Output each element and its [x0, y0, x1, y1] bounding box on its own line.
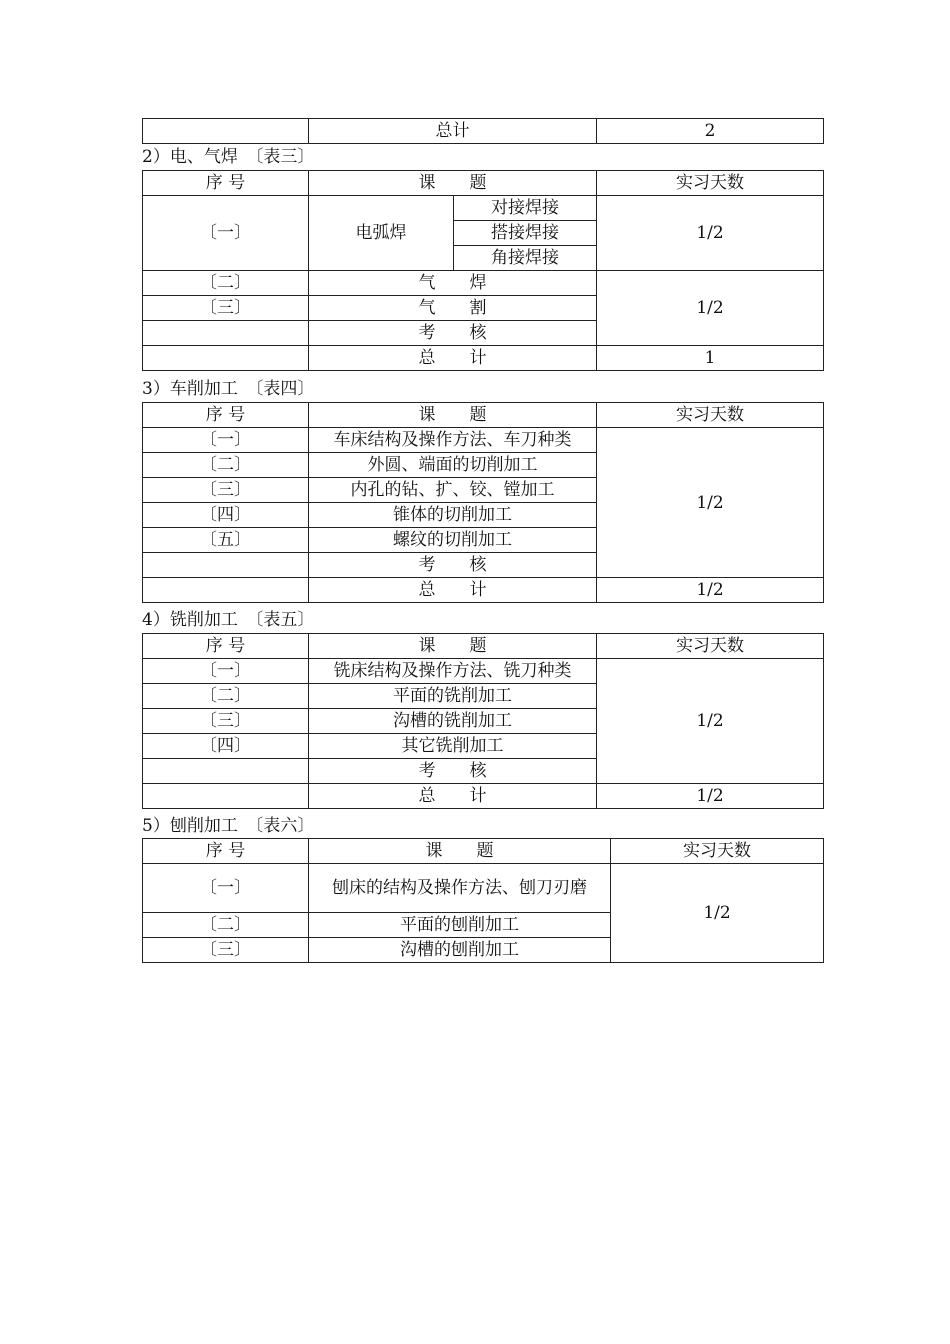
total-label: 总计 [309, 119, 597, 144]
row-topic: 外圆、端面的切削加工 [309, 453, 597, 478]
row-topic: 考 核 [309, 759, 597, 784]
total-label: 总 计 [309, 578, 597, 603]
row-no: 〔三〕 [143, 938, 309, 963]
row-topic: 考 核 [309, 321, 597, 346]
row-topic: 气 割 [309, 296, 597, 321]
row-no: 〔四〕 [143, 734, 309, 759]
row-no: 〔二〕 [143, 684, 309, 709]
row-no: 〔二〕 [143, 271, 309, 296]
sub-topic: 搭接焊接 [454, 221, 597, 246]
header-no: 序 号 [143, 839, 309, 864]
table-header-row [143, 171, 824, 196]
row-topic: 其它铣削加工 [309, 734, 597, 759]
row-no: 〔二〕 [143, 913, 309, 938]
table-row [143, 864, 824, 913]
table-row [143, 119, 824, 144]
row-no: 〔一〕 [143, 864, 309, 913]
table-row [143, 659, 824, 684]
cell-empty [143, 578, 309, 603]
header-days: 实习天数 [597, 634, 824, 659]
row-no: 〔四〕 [143, 503, 309, 528]
table-header-row [143, 634, 824, 659]
group-label: 电弧焊 [309, 196, 454, 271]
header-topic: 课 题 [309, 403, 597, 428]
row-topic: 沟槽的刨削加工 [309, 938, 611, 963]
row-days: 1/2 [597, 196, 824, 271]
header-days: 实习天数 [597, 171, 824, 196]
table-header-row [143, 403, 824, 428]
table-header-row [143, 839, 824, 864]
cell-empty [143, 321, 309, 346]
header-topic: 课 题 [309, 171, 597, 196]
row-topic: 考 核 [309, 553, 597, 578]
row-no: 〔三〕 [143, 296, 309, 321]
table-row [143, 271, 824, 296]
caption-table-4: 3）车削加工 〔表四〕 [142, 379, 315, 399]
row-topic: 铣床结构及操作方法、铣刀种类 [309, 659, 597, 684]
total-days: 1 [597, 346, 824, 371]
row-no: 〔一〕 [143, 196, 309, 271]
header-no: 序 号 [143, 634, 309, 659]
row-topic: 气 焊 [309, 271, 597, 296]
row-days: 1/2 [597, 428, 824, 578]
table-row [143, 346, 824, 371]
cell-empty [143, 119, 309, 144]
header-topic: 课 题 [309, 839, 611, 864]
row-no: 〔二〕 [143, 453, 309, 478]
row-no: 〔三〕 [143, 478, 309, 503]
row-no: 〔五〕 [143, 528, 309, 553]
header-no: 序 号 [143, 403, 309, 428]
sub-topic: 对接焊接 [454, 196, 597, 221]
header-no: 序 号 [143, 171, 309, 196]
total-days: 1/2 [597, 578, 824, 603]
row-topic: 内孔的钻、扩、铰、镗加工 [309, 478, 597, 503]
cell-empty [143, 553, 309, 578]
table-row [143, 428, 824, 453]
row-topic: 刨床的结构及操作方法、刨刀刃磨 [309, 864, 611, 913]
row-no: 〔一〕 [143, 428, 309, 453]
total-days: 1/2 [597, 784, 824, 809]
table-4 [142, 402, 824, 603]
header-days: 实习天数 [611, 839, 824, 864]
row-days: 1/2 [597, 271, 824, 346]
caption-table-3: 2）电、气焊 〔表三〕 [142, 147, 315, 167]
sub-topic: 角接焊接 [454, 246, 597, 271]
row-topic: 锥体的切削加工 [309, 503, 597, 528]
total-label: 总 计 [309, 346, 597, 371]
row-topic: 螺纹的切削加工 [309, 528, 597, 553]
row-days: 1/2 [597, 659, 824, 784]
row-no: 〔三〕 [143, 709, 309, 734]
header-topic: 课 题 [309, 634, 597, 659]
total-days: 2 [597, 119, 824, 144]
table-row [143, 578, 824, 603]
row-topic: 车床结构及操作方法、车刀种类 [309, 428, 597, 453]
row-days: 1/2 [611, 864, 824, 963]
table-6 [142, 838, 824, 963]
cell-empty [143, 784, 309, 809]
row-no: 〔一〕 [143, 659, 309, 684]
caption-table-5: 4）铣削加工 〔表五〕 [142, 610, 315, 630]
table-5 [142, 633, 824, 809]
table-row [143, 196, 824, 221]
caption-table-6: 5）刨削加工 〔表六〕 [142, 816, 315, 836]
row-topic: 沟槽的铣削加工 [309, 709, 597, 734]
table-3 [142, 170, 824, 371]
table-2-tail [142, 118, 824, 144]
header-days: 实习天数 [597, 403, 824, 428]
total-label: 总 计 [309, 784, 597, 809]
row-topic: 平面的刨削加工 [309, 913, 611, 938]
cell-empty [143, 346, 309, 371]
row-topic: 平面的铣削加工 [309, 684, 597, 709]
cell-empty [143, 759, 309, 784]
table-row [143, 784, 824, 809]
